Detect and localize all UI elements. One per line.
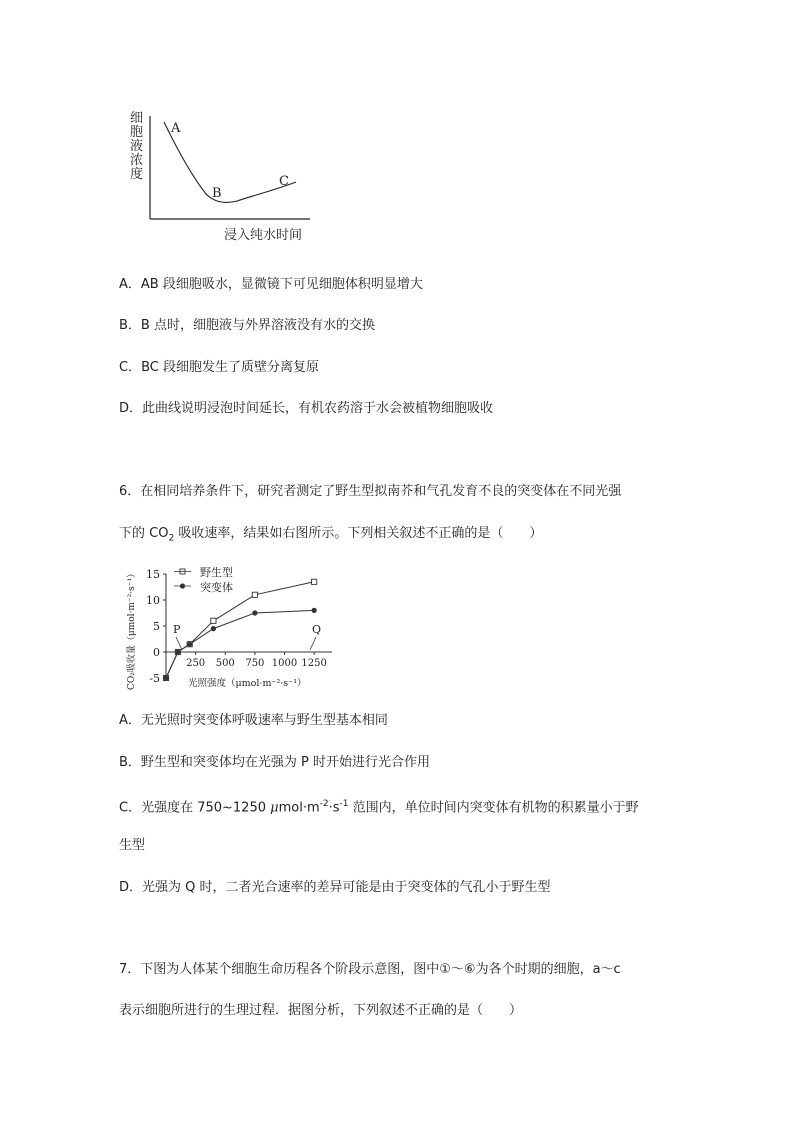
q6-option-c-line2: 生型: [119, 838, 146, 853]
q6-option-c-line1: [119, 796, 639, 816]
legend-wild-label: 野生型: [200, 566, 233, 579]
fig1-ylabel: 细胞液浓度: [130, 111, 144, 182]
fig1-xlabel: 浸入纯水时间: [224, 228, 303, 243]
x-tick-label: 750: [245, 658, 265, 669]
wild-type-point: [252, 592, 257, 597]
q6-option-a: A．无光照时突变体呼吸速率与野生型基本相同: [119, 713, 388, 728]
q6-option-c-part-c: ·s: [328, 800, 340, 816]
mutant-point: [175, 649, 180, 654]
q6-stem-line2: [119, 526, 542, 547]
mutant-point: [211, 626, 216, 631]
q7-stem-line1: 7．下图为人体某个细胞生命历程各个阶段示意图，图中①～⑥为各个时期的细胞，a～c: [119, 962, 621, 977]
q5-option-c: C．BC 段细胞发生了质壁分离复原: [119, 360, 319, 375]
q6-option-d: D．光强为 Q 时，二者光合速率的差异可能是由于突变体的气孔小于野生型: [119, 880, 551, 895]
fig1-point-b: B: [212, 186, 222, 201]
q7-stem-line2: 表示细胞所进行的生理过程．据图分析，下列叙述不正确的是（ ）: [119, 1003, 523, 1018]
wild-type-point: [312, 579, 317, 584]
annotation-p-arrow: [176, 637, 182, 650]
wild-type-point: [211, 618, 216, 623]
q6-stem-subscript: 2: [168, 533, 175, 544]
q6-option-c-sup1: -2: [319, 799, 329, 809]
legend-mutant-label: 突变体: [200, 581, 233, 594]
q6-option-c-part-a: C．光强度在 750~1250: [119, 800, 271, 816]
y-tick-label: -5: [149, 672, 160, 685]
y-tick-label: 10: [146, 594, 160, 607]
y-tick-label: 5: [153, 620, 160, 633]
x-ticks: [186, 652, 327, 669]
mutant-point: [252, 610, 257, 615]
q6-option-c-part-b: mol·m: [278, 800, 320, 816]
q6-option-b: B．野生型和突变体均在光强为 P 时开始进行光合作用: [119, 755, 431, 770]
annotation-q: Q: [312, 623, 322, 636]
x-tick-label: 250: [186, 658, 206, 669]
x-tick-label: 500: [215, 658, 235, 669]
q6-option-c-sup2: -1: [339, 799, 349, 809]
chart-ylabel: CO₂吸收量（μmol·m⁻²·s⁻¹）: [127, 568, 137, 690]
q5-option-b: B．B 点时，细胞液与外界溶液没有水的交换: [119, 318, 375, 333]
q5-option-d: D．此曲线说明浸泡时间延长，有机农药溶于水会被植物细胞吸收: [119, 401, 494, 416]
q6-stem-line2-b: 吸收速率，结果如右图所示。下列相关叙述不正确的是（ ）: [174, 526, 543, 541]
q6-stem-line2-a: 下的 CO: [119, 526, 169, 541]
y-tick-label: 15: [146, 568, 160, 581]
mutant-point: [187, 642, 192, 647]
cell-sap-figure: [120, 106, 320, 244]
q5-option-a: A．AB 段细胞吸水，显微镜下可见细胞体积明显增大: [119, 277, 423, 292]
fig1-point-a: A: [171, 121, 181, 136]
x-tick-label: 1250: [301, 658, 327, 669]
y-ticks: [146, 568, 166, 685]
x-tick-label: 1000: [271, 658, 298, 669]
annotation-p: P: [173, 623, 181, 636]
q6-option-c-part-d: 范围内，单位时间内突变体有机物的积累量小于野: [348, 800, 639, 816]
fig1-curve: [164, 122, 296, 202]
co2-uptake-chart: [118, 562, 348, 700]
q6-stem-line1: 6．在相同培养条件下，研究者测定了野生型拟南芥和气孔发育不良的突变体在不同光强: [119, 484, 622, 499]
fig1-point-c: C: [279, 174, 289, 189]
annotation-q-arrow: [310, 637, 316, 650]
y-tick-label: 0: [153, 646, 160, 659]
chart-xlabel: 光照强度（μmol·m⁻²·s⁻¹）: [188, 678, 307, 689]
mutant-point: [163, 675, 168, 680]
mutant-point: [312, 608, 317, 613]
q6-option-c-mu: μ: [270, 800, 279, 816]
